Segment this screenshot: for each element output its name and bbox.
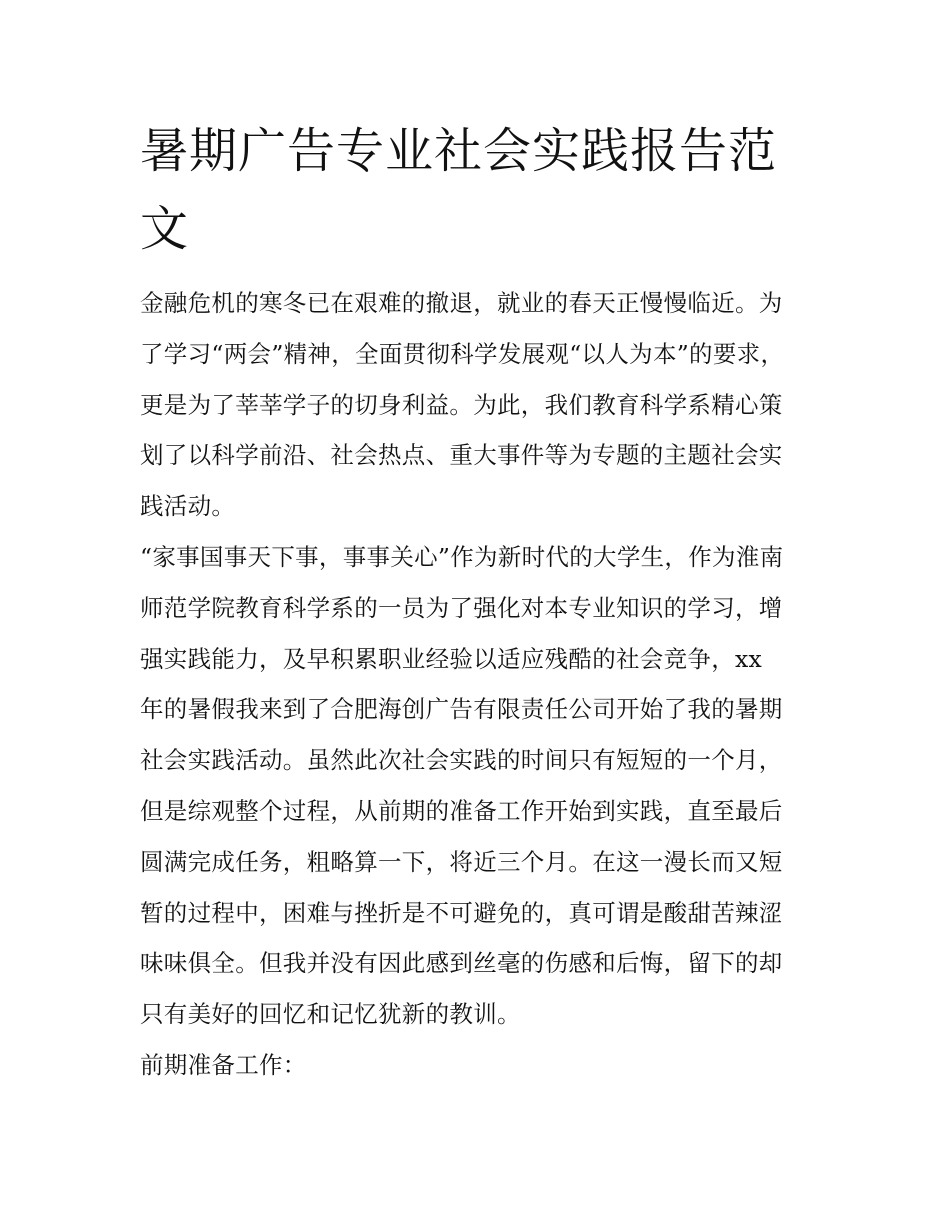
- body-line: “家事国事天下事，事事关心”作为新时代的大学生，作为淮南: [140, 542, 784, 571]
- body-line: 划了以科学前沿、社会热点、重大事件等为专题的主题社会实: [140, 441, 783, 470]
- body-line: 了学习“两会”精神，全面贯彻科学发展观“以人为本”的要求，: [140, 339, 785, 368]
- body-line: 更是为了莘莘学子的切身利益。为此，我们教育科学系精心策: [140, 390, 783, 419]
- body-line: 金融危机的寒冬已在艰难的撤退，就业的春天正慢慢临近。为: [140, 289, 783, 317]
- body-line: 年的暑假我来到了合肥海创广告有限责任公司开始了我的暑期: [140, 695, 783, 724]
- body-line: 只有美好的回忆和记忆犹新的教训。: [140, 1000, 521, 1029]
- body-line: 味味俱全。但我并没有因此感到丝毫的伤感和后悔，留下的却: [140, 949, 783, 978]
- body-line: 暂的过程中，困难与挫折是不可避免的，真可谓是酸甜苦辣涩: [140, 898, 783, 927]
- title-line: 暑期广告专业社会实践报告范: [140, 123, 778, 179]
- body-line: 但是综观整个过程，从前期的准备工作开始到实践，直至最后: [140, 796, 783, 825]
- body-line: 强实践能力，及早积累职业经验以适应残酷的社会竞争，xx: [140, 644, 763, 673]
- body-line: 前期准备工作：: [140, 1050, 307, 1079]
- document-title: [140, 112, 820, 268]
- body-line: 社会实践活动。虽然此次社会实践的时间只有短短的一个月，: [140, 746, 783, 775]
- title-line: 文: [140, 201, 190, 257]
- body-line: 师范学院教育科学系的一员为了强化对本专业知识的学习，增: [140, 593, 783, 622]
- document-body: [140, 278, 812, 1091]
- body-line: 践活动。: [140, 492, 236, 521]
- body-line: 圆满完成任务，粗略算一下，将近三个月。在这一漫长而又短: [140, 847, 783, 876]
